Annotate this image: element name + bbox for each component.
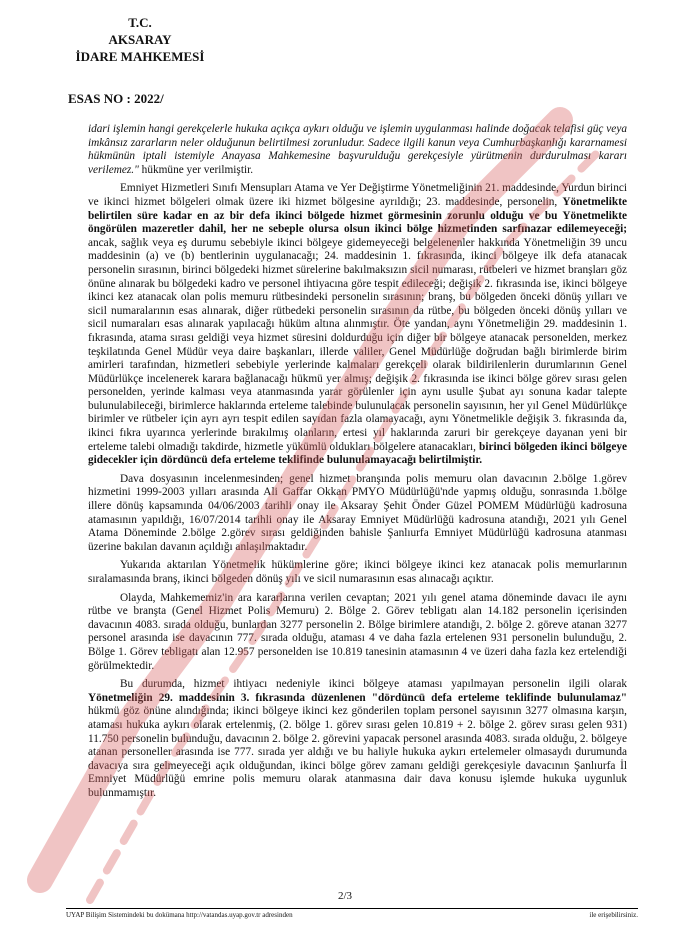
footer-left: UYAP Bilişim Sistemindeki bu dokümana http://vatandas.uyap.gov.tr adresinden [66, 911, 293, 919]
footer-right: ile erişebilirsiniz. [589, 911, 638, 919]
paragraph-1-tail: hükmüne yer verilmiştir. [138, 163, 254, 176]
header-line-court: İDARE MAHKEMESİ [75, 49, 205, 64]
paragraph-6-a: Bu durumda, hizmet ihtiyacı nedeniyle ikinci bölgeye ataması yapılmayan personelin ilgili olarak [120, 678, 627, 691]
document-body [88, 123, 627, 806]
paragraph-6-c: hükmü göz önüne alındığında; ikinci bölgeye ikinci kez gönderilen toplam personel sayısının 3277 olmasına karşın, ataması hukuka aykırı olarak ertelenmiş, (2. bölge 1. görev sırası gelen 10.819 + 2. bölge 2. görev sırası gelen 931) 11.750 personelin bulunduğu, davacının 2. bölge 2. görevini yapacak personel arasında 4083. sırada olduğu, 2. bölgeye atanan personeller arasında ise 777. sırada yer aldığı ve bu haliyle hukuka aykırı ertelemeler olmasaydı durumunda davacıya sıra gelmeyeceği açık olduğundan, ikinci bölge görev zamanı geldiği gerekçesiyle davacının Şanlıurfa İl Emniyet Müdürlüğü emrine polis memuru olarak atanmasına dair dava konusu işlemde hukuka uygunluk bulunmamıştır. [88, 705, 627, 799]
paragraph-4: Yukarıda aktarılan Yönetmelik hükümlerine göre; ikinci bölgeye ikinci kez atanacak polis memurlarının sıralamasında branş, ikinci bölgeden dönüş yılı ve sicil numarasının esas alınacağı açıktır. [88, 559, 627, 585]
footer-divider [66, 908, 638, 909]
page-number: 2/3 [337, 890, 353, 902]
paragraph-5: Olayda, Mahkememiz'in ara kararlarına verilen cevaptan; 2021 yılı genel atama döneminde davacı ile aynı rütbe ve branşta (Genel Hizmet Polis Memuru) 2. Bölge 2. Görev tebligatı alan 14.182 personelin içerisinden davacının 4083. sırada olduğu, bunlardan 3277 personelin 2. Bölge birimlere atandığı, 2. bölge 2. göreve atanan 3277 personel arasında ise davacının 777. sırada olduğu, ataması 4 ve daha fazla ertelenen 931 personelin bulunduğu, 2. Bölge 1. Görev tebligatı alan 12.957 personelden ise 10.819 tanesinin atamasının 4 ve üzeri daha fazla kez ertelendiği görülmektedir. [88, 591, 627, 672]
footer [66, 911, 638, 919]
header-line-tc: T.C. [128, 15, 152, 30]
court-header [70, 14, 210, 65]
paragraph-3: Dava dosyasının incelenmesinden; genel hizmet branşında polis memuru olan davacının 2.bölge 1.görev hizmetini 1999-2003 yılları arasında Ali Gaffar Okkan PMYO Müdürlüğü'nde yapmış olduğu, sonrasında 1.bölge illere dönüş kapsamında 04/06/2003 tarihli onay ile Aksaray Şehit Önder Güzel POMEM Müdürlüğü kadrosuna atamasının yapıldığı, 16/07/2014 tarihli onay ile Aksaray Emniyet Müdürlüğü kadrosuna atandığı, 2021 yılı Genel Atama Döneminde 2.bölge 2.görev sırası geldiğinden bahisle Şanlıurfa Emniyet Müdürlüğü kadrosuna atanması üzerine bakılan davanın açıldığı anlaşılmaktadır. [88, 472, 627, 553]
paragraph-2-b: Yönetmelikte belirtilen süre kadar en az bir defa ikinci bölgede hizmet görmesinin zorunlu olduğu ve bu Yönetmelikte öngörülen mazeretler dahil, her ne sebeple olursa olsun ikinci bölge hizmetinden sarfınazar edilemeyeceği; [88, 195, 627, 236]
paragraph-6 [88, 678, 627, 800]
paragraph-2-a: Emniyet Hizmetleri Sınıfı Mensupları Atama ve Yer Değiştirme Yönetmeliğinin 21. maddesinde, Yurdun birinci ve ikinci hizmet bölgeleri olmak üzere iki hizmet bölgesine ayrıldığı; 23. maddesinde, personelin, [88, 182, 627, 208]
case-number: ESAS NO : 2022/ [68, 91, 164, 106]
header-line-city: AKSARAY [108, 32, 172, 47]
paragraph-2 [88, 182, 627, 467]
paragraph-1-quote: idari işlemin hangi gerekçelerle hukuka açıkça aykırı olduğu ve işlemin uygulanması halinde doğacak telafisi güç veya imkânsız zararların neler olduğunun belirtilmesi zorunludur. Sadece ilgili kanun veya Cumhurbaşkanlığı kararnamesi hükmünün iptali istemiyle Anayasa Mahkemesine başvurulduğu gerekçesiyle yürütmenin durdurulması kararı verilemez." [88, 123, 627, 176]
paragraph-1 [88, 123, 627, 177]
paragraph-2-d: birinci bölgeden ikinci bölgeye gidecekler için dördüncü defa erteleme teklifinde bulunulamayacağı belirtilmiştir. [88, 440, 628, 467]
paragraph-2-c: ancak, sağlık veya eş durumu sebebiyle ikinci bölgeye gidemeyeceği belgelenenler hakkında Yönetmeliğin 39 uncu maddesinin (a) ve (b) bentlerinin uygulanacağı; 24. maddesinin 1. fıkrasında, ikinci bölgeye ilk defa atanacak personelin sırasının, birinci bölgedeki hizmet sürelerine bakılmaksızın sicil numarası, rütbeleri ve hizmet branşları göz önüne alınarak bu bölgedeki kadro ve personel ihtiyacına göre tespit edileceği; değişik 2. fıkrasında ise, ikinci bölgeye ikinci kez atanacak olan polis memuru rütbesindeki personelin sırasının; branş, bu bölgeden önceki dönüş yılları ve sicil numaralarının esas alınarak, diğer rütbedeki personelin sırasının da rütbe, bu bölgeden önceki dönüş yılları ve sicil numaraları esas alınarak yapılacağı hüküm altına alınmıştır. Öte yandan, aynı Yönetmeliğin 29. maddesinin 1. fıkrasında, atama sırası geldiği veya hizmet süresini doldurduğu için diğer bir bölgeye atanacak personelden, merkez teşkilatında Genel Müdür veya daire başkanları, illerde valiler, Genel Müdürlüğe doğrudan bağlı birimlerde birim amirleri tarafından, hizmetleri sebebiyle yerlerinde kalmaları gerekçeli olarak bildirilenlerin durumlarının Genel Müdürlükçe incelenerek karara bağlanacağı hükmü yer almış; değişik 2. fıkrasında ise ikinci bölge görev sırası gelen personelden, yerinde kalması veya atanmasında yarar görülenler için aynı usulle Şubat ayı sonuna kadar talepte bulunulabileceği, birimlerce haklarında erteleme talebinde bulunulacak personelin sayısının, her yıl Genel Müdürlükçe birimler ve rütbeler için ayrı ayrı tespit edilen sayıdan fazla olamayacağı, aynı Yönetmelikle değişik 3. fıkrasında da, ikinci fıkra uyarınca yerlerinde bırakılmış olanların, ertesi yıl haklarında zaruri bir gerekçeye dayanan yeni bir erteleme talebi olmadığı takdirde, hizmetle yükümlü oldukları bölgelere atanacakları, [88, 236, 627, 453]
paragraph-6-b: Yönetmeliğin 29. maddesinin 3. fıkrasında düzenlenen "dördüncü defa erteleme teklifinde bulunulamaz" [88, 691, 627, 704]
